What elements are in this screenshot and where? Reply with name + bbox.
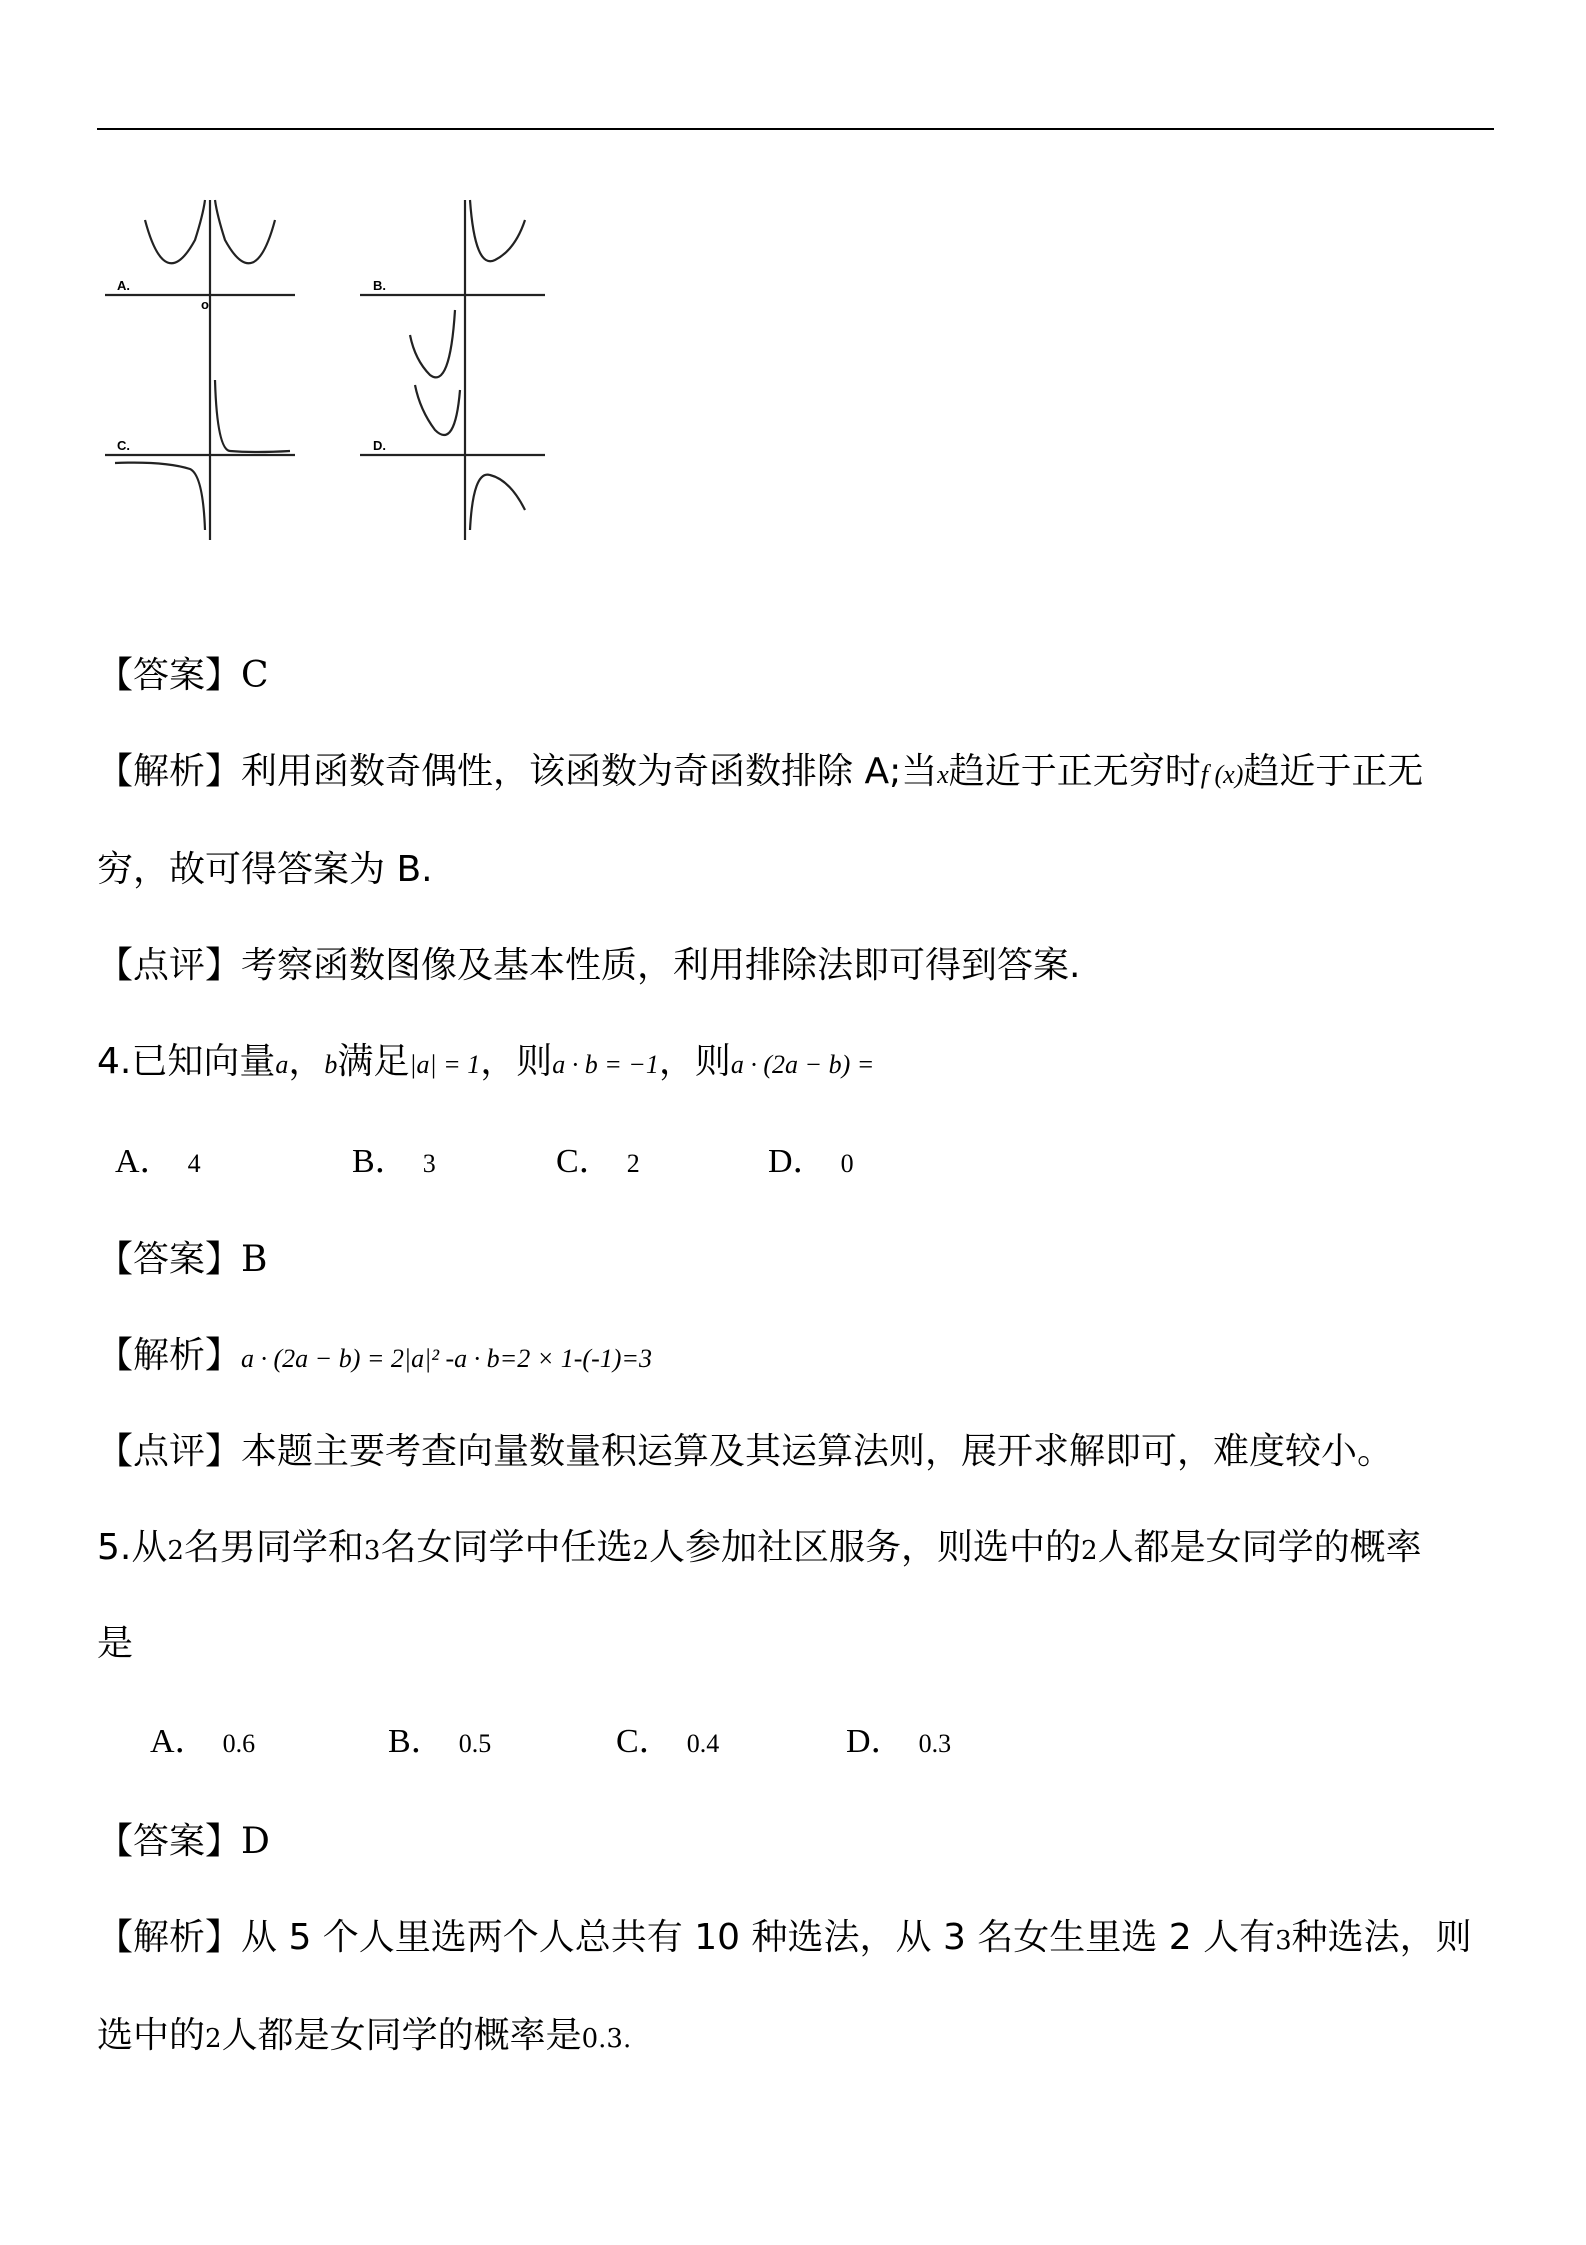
q5-analysis-line-1 [97,1914,1472,1965]
q5-option-c [616,1722,719,1764]
q5-stem-line-2: 是 [97,1623,134,1664]
origin-label: o [201,297,209,312]
option-value: 3 [422,1149,436,1178]
q3-analysis-line-1 [97,748,1423,799]
analysis-expr: a · (2a − b) = 2|a|² -a · b=2 × 1-(-1)=3 [241,1344,652,1373]
q4-stem [97,1038,874,1089]
analysis-text: 趋近于正无 [1243,751,1424,792]
option-letter: B． [352,1143,409,1180]
period: . [622,2024,632,2054]
q4-answer-line [97,1236,267,1284]
number: 3 [363,1536,381,1566]
q3-analysis-line-2: 穷，故可得答案为 B. [97,849,433,890]
option-letter: D． [846,1723,905,1760]
analysis-text: 人都是女同学的概率是 [221,2015,582,2056]
number: 3 [1275,1926,1292,1956]
comment-tag: 【点评】 [97,945,242,986]
option-letter: D． [768,1143,827,1180]
option-value: 4 [187,1149,201,1178]
comment-text: 考察函数图像及基本性质，利用排除法即可得到答案. [241,945,1081,986]
answer-tag: 【答案】 [97,1821,242,1862]
q4-option-a [115,1142,201,1184]
option-value: 2 [626,1149,640,1178]
header-rule [97,128,1494,130]
q4-option-c [556,1142,640,1184]
analysis-text: 种选法，则 [1291,1917,1472,1958]
stem-text: 名女同学中任选 [380,1527,633,1568]
analysis-var: x [937,760,949,789]
stem-text: 人都是女同学的概率 [1097,1527,1422,1568]
stem-text: 人参加社区服务，则选中的 [649,1527,1082,1568]
answer-tag: 【答案】 [97,1239,242,1280]
option-value: 0.5 [458,1729,492,1758]
q4-stem-cond: 满足 [337,1041,410,1082]
q5-stem-prefix: 5.从 [97,1527,168,1568]
option-letter: A． [115,1143,174,1180]
option-letter: C． [556,1143,613,1180]
graph-b [360,200,545,377]
q4-then: ，则 [480,1041,553,1082]
analysis-tag: 【解析】 [97,1335,242,1376]
option-value: 0 [840,1149,854,1178]
option-value: 0.6 [222,1729,256,1758]
vector-b: b [324,1050,338,1079]
q3-answer-line [97,652,269,700]
graph-c [105,375,295,540]
magnitude-expr: |a| = 1 [409,1050,481,1079]
analysis-text: 趋近于正无穷时 [948,751,1201,792]
q5-option-b [388,1722,491,1764]
number: 2 [1081,1536,1098,1566]
q4-option-d [768,1142,854,1184]
graph-label-a: A. [117,278,130,293]
option-graphs [105,185,585,555]
graph-label-c: C. [117,438,130,453]
answer-value: C [241,655,269,696]
analysis-text: 从 5 个人里选两个人总共有 10 种选法，从 3 名女生里选 2 人有 [241,1917,1276,1958]
option-letter: B． [388,1723,445,1760]
graph-d [360,375,545,540]
comment-text: 本题主要考查向量数量积运算及其运算法则，展开求解即可，难度较小。 [241,1431,1394,1472]
q5-stem-line-1 [97,1524,1422,1575]
answer-value: B [241,1239,268,1280]
graph-label-d: D. [373,438,386,453]
option-value: 0.4 [686,1729,720,1758]
q3-comment-line [97,942,1080,990]
target-expr: a · (2a − b) = [730,1050,875,1079]
option-letter: A． [150,1723,209,1760]
option-letter: C． [616,1723,673,1760]
q5-answer-line [97,1818,270,1866]
q4-then: ，则 [658,1041,731,1082]
dot-expr: a · b = −1 [552,1050,659,1079]
graph-label-b: B. [373,278,386,293]
q4-comment-line [97,1428,1393,1476]
vector-a: a [275,1050,289,1079]
analysis-tag: 【解析】 [97,1917,242,1958]
q5-option-d [846,1722,951,1764]
analysis-text: 选中的 [97,2015,206,2056]
q4-option-b [352,1142,436,1184]
number: 2 [167,1536,184,1566]
probability-value: 0.3 [581,2024,623,2054]
q4-analysis-line [97,1332,652,1383]
analysis-text: 利用函数奇偶性，该函数为奇函数排除 A;当 [241,751,938,792]
answer-value: D [241,1821,270,1862]
stem-text: 名男同学和 [183,1527,364,1568]
q5-option-a [150,1722,255,1764]
answer-tag: 【答案】 [97,655,242,696]
analysis-func: f (x) [1200,760,1244,789]
graph-a [105,200,295,375]
number: 2 [632,1536,650,1566]
number: 2 [205,2024,222,2054]
separator: ， [288,1041,325,1082]
analysis-tag: 【解析】 [97,751,242,792]
option-value: 0.3 [918,1729,952,1758]
q5-analysis-line-2 [97,2012,631,2063]
comment-tag: 【点评】 [97,1431,242,1472]
q4-stem-prefix: 4.已知向量 [97,1041,276,1082]
